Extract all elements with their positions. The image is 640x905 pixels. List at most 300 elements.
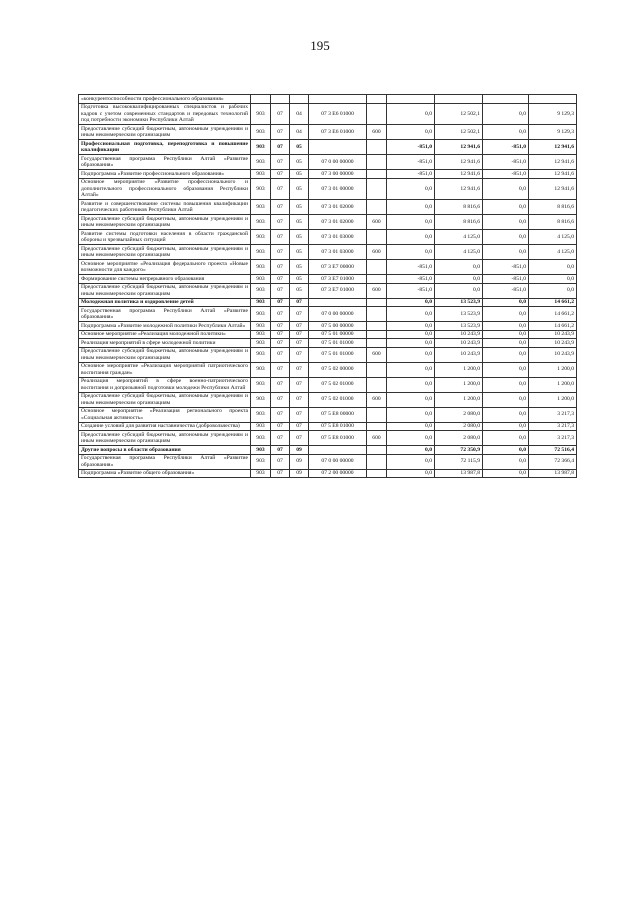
amount-change-1-cell: 0,0 — [387, 377, 435, 392]
section-code-cell: 07 — [271, 362, 290, 377]
amount-1-cell: 4 125,0 — [435, 230, 483, 245]
expense-type-cell — [367, 339, 387, 348]
amount-2-cell: 0,0 — [529, 260, 577, 275]
amount-2-cell: 8 816,6 — [529, 215, 577, 230]
section-code-cell: 07 — [271, 215, 290, 230]
table-row — [79, 377, 577, 392]
amount-change-2-cell: 0,0 — [483, 469, 529, 478]
table-row — [79, 178, 577, 200]
table-row — [79, 298, 577, 307]
row-name-cell: Реализация мероприятий в сфере молодежной политики — [79, 339, 251, 348]
target-article-cell: 07 3 E7 01000 — [309, 283, 367, 298]
amount-2-cell: 9 129,3 — [529, 125, 577, 140]
amount-2-cell: 0,0 — [529, 275, 577, 284]
amount-change-2-cell: -851,0 — [483, 140, 529, 155]
row-name-cell: Предоставление субсидий бюджетным, автономным учреждениям и иным некоммерческим организациям — [79, 245, 251, 260]
ministry-code-cell: 903 — [251, 178, 271, 200]
amount-change-1-cell: -851,0 — [387, 140, 435, 155]
amount-change-1-cell: -851,0 — [387, 260, 435, 275]
row-name-cell: Подпрограмма «Развитие общего образования» — [79, 469, 251, 478]
page-number: 195 — [310, 38, 330, 53]
section-code-cell: 07 — [271, 330, 290, 339]
subsection-code-cell: 07 — [290, 298, 309, 307]
target-article-cell: 07 3 E7 01000 — [309, 275, 367, 284]
table-row — [79, 245, 577, 260]
amount-change-2-cell: 0,0 — [483, 215, 529, 230]
amount-change-2-cell: 0,0 — [483, 298, 529, 307]
amount-change-2-cell: 0,0 — [483, 362, 529, 377]
ministry-code-cell: 903 — [251, 245, 271, 260]
amount-1-cell: 72 115,9 — [435, 454, 483, 469]
amount-1-cell: 12 502,1 — [435, 125, 483, 140]
amount-change-2-cell: -851,0 — [483, 155, 529, 170]
amount-change-2-cell: -851,0 — [483, 170, 529, 179]
ministry-code-cell: 903 — [251, 446, 271, 455]
subsection-code-cell: 09 — [290, 469, 309, 478]
row-name-cell: Молодежная политика и оздоровление детей — [79, 298, 251, 307]
subsection-code-cell: 05 — [290, 200, 309, 215]
expense-type-cell — [367, 446, 387, 455]
amount-2-cell: 72 516,4 — [529, 446, 577, 455]
amount-change-1-cell: 0,0 — [387, 215, 435, 230]
row-name-cell: Основное мероприятие «Реализация федерального проекта «Новые возможности для каждого» — [79, 260, 251, 275]
table-row — [79, 215, 577, 230]
amount-1-cell: 72 350,9 — [435, 446, 483, 455]
amount-change-1-cell: 0,0 — [387, 245, 435, 260]
amount-2-cell: 8 816,6 — [529, 200, 577, 215]
amount-1-cell: 13 523,9 — [435, 298, 483, 307]
subsection-code-cell: 07 — [290, 377, 309, 392]
section-code-cell: 07 — [271, 347, 290, 362]
target-article-cell: 07 3 01 03000 — [309, 245, 367, 260]
amount-change-1-cell: 0,0 — [387, 103, 435, 125]
expense-type-cell — [367, 103, 387, 125]
ministry-code-cell: 903 — [251, 431, 271, 446]
subsection-code-cell: 07 — [290, 431, 309, 446]
budget-table — [78, 94, 577, 478]
amount-change-2-cell: -851,0 — [483, 275, 529, 284]
expense-type-cell — [367, 422, 387, 431]
expense-type-cell — [367, 170, 387, 179]
amount-change-2-cell: 0,0 — [483, 103, 529, 125]
amount-1-cell: 2 080,0 — [435, 422, 483, 431]
ministry-code-cell: 903 — [251, 140, 271, 155]
section-code-cell: 07 — [271, 170, 290, 179]
row-name-cell: Формирование системы непрерывного образования — [79, 275, 251, 284]
ministry-code-cell: 903 — [251, 230, 271, 245]
expense-type-cell — [367, 200, 387, 215]
amount-change-1-cell: 0,0 — [387, 178, 435, 200]
amount-1-cell: 4 125,0 — [435, 245, 483, 260]
row-name-cell: Создание условий для развития наставничества (добровольчества) — [79, 422, 251, 431]
table-row — [79, 200, 577, 215]
amount-change-1-cell: 0,0 — [387, 322, 435, 331]
amount-change-2-cell: 0,0 — [483, 245, 529, 260]
target-article-cell: 07 5 01 01000 — [309, 347, 367, 362]
target-article-cell: 07 5 01 00000 — [309, 330, 367, 339]
ministry-code-cell: 903 — [251, 155, 271, 170]
row-name-cell: Основное мероприятие «Реализация регионального проекта «Социальная активность» — [79, 407, 251, 422]
subsection-code-cell: 07 — [290, 330, 309, 339]
amount-change-1-cell: 0,0 — [387, 298, 435, 307]
target-article-cell: 07 3 E6 01000 — [309, 103, 367, 125]
section-code-cell: 07 — [271, 377, 290, 392]
amount-change-1-cell: 0,0 — [387, 431, 435, 446]
expense-type-cell — [367, 377, 387, 392]
section-code-cell: 07 — [271, 140, 290, 155]
amount-1-cell: 10 243,9 — [435, 330, 483, 339]
expense-type-cell — [367, 454, 387, 469]
ministry-code-cell: 903 — [251, 283, 271, 298]
amount-change-1-cell: 0,0 — [387, 307, 435, 322]
subsection-code-cell: 07 — [290, 407, 309, 422]
table-row — [79, 260, 577, 275]
amount-2-cell: 3 217,3 — [529, 422, 577, 431]
table-row — [79, 275, 577, 284]
subsection-code-cell — [290, 95, 309, 104]
table-row — [79, 155, 577, 170]
ministry-code-cell: 903 — [251, 330, 271, 339]
row-name-cell: Предоставление субсидий бюджетным, автономным учреждениям и иным некоммерческим организациям — [79, 347, 251, 362]
table-row — [79, 339, 577, 348]
amount-2-cell: 4 125,0 — [529, 245, 577, 260]
subsection-code-cell: 05 — [290, 215, 309, 230]
ministry-code-cell: 903 — [251, 469, 271, 478]
table-row — [79, 230, 577, 245]
target-article-cell: 07 5 E8 01000 — [309, 422, 367, 431]
amount-change-2-cell: 0,0 — [483, 347, 529, 362]
table-row — [79, 330, 577, 339]
amount-change-1-cell: 0,0 — [387, 362, 435, 377]
expense-type-cell: 600 — [367, 347, 387, 362]
expense-type-cell — [367, 155, 387, 170]
ministry-code-cell: 903 — [251, 377, 271, 392]
section-code-cell: 07 — [271, 230, 290, 245]
amount-1-cell: 13 523,9 — [435, 307, 483, 322]
amount-change-2-cell: 0,0 — [483, 339, 529, 348]
expense-type-cell — [367, 362, 387, 377]
section-code-cell: 07 — [271, 178, 290, 200]
amount-1-cell: 1 200,0 — [435, 392, 483, 407]
row-name-cell: Развитие и совершенствование системы повышения квалификации педагогических работников Республики Алтай — [79, 200, 251, 215]
target-article-cell: 07 3 01 00000 — [309, 178, 367, 200]
subsection-code-cell: 05 — [290, 260, 309, 275]
amount-change-1-cell: 0,0 — [387, 469, 435, 478]
amount-2-cell: 0,0 — [529, 283, 577, 298]
amount-change-1-cell: 0,0 — [387, 454, 435, 469]
target-article-cell: 07 3 00 00000 — [309, 170, 367, 179]
amount-2-cell: 12 941,6 — [529, 155, 577, 170]
amount-change-2-cell: 0,0 — [483, 322, 529, 331]
ministry-code-cell: 903 — [251, 347, 271, 362]
amount-1-cell: 2 080,0 — [435, 431, 483, 446]
ministry-code-cell: 903 — [251, 275, 271, 284]
expense-type-cell — [367, 307, 387, 322]
section-code-cell: 07 — [271, 125, 290, 140]
amount-2-cell: 4 125,0 — [529, 230, 577, 245]
row-name-cell: Государственная программа Республики Алтай «Развитие образования» — [79, 155, 251, 170]
amount-change-2-cell: 0,0 — [483, 330, 529, 339]
row-name-cell: Реализация мероприятий в сфере военно-патриотического воспитания и допризывной подготовки молодежи Республики Алтай — [79, 377, 251, 392]
expense-type-cell: 600 — [367, 125, 387, 140]
row-name-cell: Предоставление субсидий бюджетным, автономным учреждениям и иным некоммерческим организациям — [79, 392, 251, 407]
amount-2-cell: 1 200,0 — [529, 392, 577, 407]
section-code-cell: 07 — [271, 275, 290, 284]
expense-type-cell — [367, 230, 387, 245]
expense-type-cell: 600 — [367, 283, 387, 298]
amount-2-cell: 14 661,2 — [529, 322, 577, 331]
amount-change-1-cell: 0,0 — [387, 125, 435, 140]
ministry-code-cell: 903 — [251, 125, 271, 140]
ministry-code-cell: 903 — [251, 454, 271, 469]
subsection-code-cell: 05 — [290, 245, 309, 260]
table-row — [79, 347, 577, 362]
expense-type-cell: 600 — [367, 215, 387, 230]
section-code-cell: 07 — [271, 298, 290, 307]
subsection-code-cell: 04 — [290, 125, 309, 140]
subsection-code-cell: 07 — [290, 322, 309, 331]
table-row — [79, 362, 577, 377]
amount-change-2-cell: 0,0 — [483, 377, 529, 392]
amount-change-2-cell: 0,0 — [483, 392, 529, 407]
subsection-code-cell: 05 — [290, 275, 309, 284]
amount-change-2-cell: 0,0 — [483, 407, 529, 422]
expense-type-cell — [367, 322, 387, 331]
row-name-cell: Основное мероприятие «Развитие профессионального и дополнительного профессионального образования Республики Алтай» — [79, 178, 251, 200]
section-code-cell: 07 — [271, 431, 290, 446]
amount-change-2-cell: 0,0 — [483, 178, 529, 200]
amount-2-cell: 10 243,9 — [529, 339, 577, 348]
section-code-cell: 07 — [271, 245, 290, 260]
expense-type-cell — [367, 330, 387, 339]
budget-table-body — [79, 95, 577, 478]
amount-1-cell: 1 200,0 — [435, 362, 483, 377]
target-article-cell: 07 5 00 00000 — [309, 322, 367, 331]
table-row — [79, 469, 577, 478]
subsection-code-cell: 07 — [290, 347, 309, 362]
amount-change-1-cell — [387, 95, 435, 104]
ministry-code-cell: 903 — [251, 339, 271, 348]
target-article-cell: 07 5 01 01000 — [309, 339, 367, 348]
ministry-code-cell: 903 — [251, 260, 271, 275]
amount-1-cell: 0,0 — [435, 260, 483, 275]
table-row — [79, 322, 577, 331]
amount-1-cell: 13 987,8 — [435, 469, 483, 478]
amount-2-cell: 3 217,3 — [529, 407, 577, 422]
amount-2-cell: 10 243,9 — [529, 347, 577, 362]
amount-change-1-cell: 0,0 — [387, 446, 435, 455]
amount-2-cell: 10 243,9 — [529, 330, 577, 339]
row-name-cell: Государственная программа Республики Алтай «Развитие образования» — [79, 454, 251, 469]
amount-change-1-cell: -851,0 — [387, 170, 435, 179]
amount-1-cell: 8 816,6 — [435, 200, 483, 215]
row-name-cell: Государственная программа Республики Алтай «Развитие образования» — [79, 307, 251, 322]
amount-2-cell: 12 941,6 — [529, 170, 577, 179]
amount-change-2-cell: 0,0 — [483, 307, 529, 322]
ministry-code-cell: 903 — [251, 362, 271, 377]
row-name-cell: Другие вопросы в области образования — [79, 446, 251, 455]
section-code-cell: 07 — [271, 392, 290, 407]
target-article-cell: 07 5 02 01000 — [309, 377, 367, 392]
amount-2-cell: 13 987,8 — [529, 469, 577, 478]
row-name-cell: Развитие системы подготовки населения в области гражданской обороны и чрезвычайных ситуаций — [79, 230, 251, 245]
amount-1-cell: 12 941,6 — [435, 170, 483, 179]
subsection-code-cell: 07 — [290, 362, 309, 377]
amount-2-cell: 12 941,6 — [529, 140, 577, 155]
amount-change-2-cell: 0,0 — [483, 454, 529, 469]
amount-change-2-cell: 0,0 — [483, 431, 529, 446]
target-article-cell: 07 2 00 00000 — [309, 469, 367, 478]
target-article-cell — [309, 298, 367, 307]
target-article-cell — [309, 446, 367, 455]
section-code-cell: 07 — [271, 322, 290, 331]
ministry-code-cell: 903 — [251, 215, 271, 230]
subsection-code-cell: 05 — [290, 140, 309, 155]
amount-1-cell: 10 243,9 — [435, 347, 483, 362]
amount-1-cell: 0,0 — [435, 275, 483, 284]
expense-type-cell: 600 — [367, 392, 387, 407]
table-row — [79, 170, 577, 179]
amount-2-cell — [529, 95, 577, 104]
amount-1-cell: 12 941,6 — [435, 178, 483, 200]
target-article-cell — [309, 95, 367, 104]
subsection-code-cell: 04 — [290, 103, 309, 125]
section-code-cell: 07 — [271, 407, 290, 422]
amount-1-cell: 1 200,0 — [435, 377, 483, 392]
amount-2-cell: 14 661,2 — [529, 298, 577, 307]
target-article-cell: 07 3 01 03000 — [309, 230, 367, 245]
subsection-code-cell: 07 — [290, 422, 309, 431]
target-article-cell: 07 3 01 02000 — [309, 200, 367, 215]
target-article-cell: 07 5 E8 01000 — [309, 431, 367, 446]
section-code-cell: 07 — [271, 155, 290, 170]
amount-change-1-cell: 0,0 — [387, 339, 435, 348]
amount-1-cell: 12 502,1 — [435, 103, 483, 125]
row-name-cell: Предоставление субсидий бюджетным, автономным учреждениям и иным некоммерческим организациям — [79, 283, 251, 298]
subsection-code-cell: 05 — [290, 170, 309, 179]
table-row — [79, 431, 577, 446]
ministry-code-cell: 903 — [251, 103, 271, 125]
ministry-code-cell: 903 — [251, 170, 271, 179]
section-code-cell: 07 — [271, 469, 290, 478]
amount-2-cell: 1 200,0 — [529, 377, 577, 392]
amount-change-1-cell: 0,0 — [387, 392, 435, 407]
amount-change-2-cell: 0,0 — [483, 200, 529, 215]
section-code-cell: 07 — [271, 307, 290, 322]
target-article-cell: 07 5 E8 00000 — [309, 407, 367, 422]
expense-type-cell — [367, 95, 387, 104]
subsection-code-cell: 05 — [290, 155, 309, 170]
subsection-code-cell: 07 — [290, 307, 309, 322]
table-row — [79, 446, 577, 455]
row-name-cell: Предоставление субсидий бюджетным, автономным учреждениям и иным некоммерческим организациям — [79, 125, 251, 140]
table-row — [79, 95, 577, 104]
expense-type-cell — [367, 260, 387, 275]
row-name-cell: Предоставление субсидий бюджетным, автономным учреждениям и иным некоммерческим организациям — [79, 215, 251, 230]
subsection-code-cell: 05 — [290, 178, 309, 200]
table-row — [79, 407, 577, 422]
row-name-cell: Основное мероприятие «Реализация молодежной политики» — [79, 330, 251, 339]
amount-change-1-cell: 0,0 — [387, 347, 435, 362]
section-code-cell: 07 — [271, 103, 290, 125]
target-article-cell: 07 5 02 01000 — [309, 392, 367, 407]
table-row — [79, 125, 577, 140]
section-code-cell: 07 — [271, 260, 290, 275]
table-row — [79, 283, 577, 298]
amount-change-1-cell: 0,0 — [387, 230, 435, 245]
row-name-cell: Основное мероприятие «Реализация мероприятий патриотического воспитания граждан» — [79, 362, 251, 377]
subsection-code-cell: 09 — [290, 446, 309, 455]
amount-2-cell: 12 941,6 — [529, 178, 577, 200]
amount-change-2-cell: -851,0 — [483, 283, 529, 298]
amount-1-cell: 8 816,6 — [435, 215, 483, 230]
table-row — [79, 307, 577, 322]
subsection-code-cell: 05 — [290, 283, 309, 298]
expense-type-cell — [367, 178, 387, 200]
ministry-code-cell: 903 — [251, 322, 271, 331]
amount-1-cell — [435, 95, 483, 104]
amount-change-1-cell: -851,0 — [387, 275, 435, 284]
amount-change-1-cell: -851,0 — [387, 283, 435, 298]
target-article-cell: 07 3 01 02000 — [309, 215, 367, 230]
section-code-cell: 07 — [271, 339, 290, 348]
table-row — [79, 392, 577, 407]
amount-change-2-cell: 0,0 — [483, 446, 529, 455]
amount-change-1-cell: 0,0 — [387, 330, 435, 339]
ministry-code-cell: 903 — [251, 422, 271, 431]
amount-1-cell: 10 243,9 — [435, 339, 483, 348]
target-article-cell: 07 5 02 00000 — [309, 362, 367, 377]
row-name-cell: Подпрограмма «Развитие профессионального образования» — [79, 170, 251, 179]
amount-change-2-cell: 0,0 — [483, 125, 529, 140]
section-code-cell: 07 — [271, 422, 290, 431]
expense-type-cell: 600 — [367, 245, 387, 260]
expense-type-cell — [367, 275, 387, 284]
target-article-cell: 07 0 00 00000 — [309, 307, 367, 322]
amount-2-cell: 3 217,3 — [529, 431, 577, 446]
expense-type-cell — [367, 140, 387, 155]
row-name-cell: Предоставление субсидий бюджетным, автономным учреждениям и иным некоммерческим организациям — [79, 431, 251, 446]
amount-2-cell: 14 661,2 — [529, 307, 577, 322]
row-name-cell: Профессиональная подготовка, переподготовка и повышение квалификации — [79, 140, 251, 155]
subsection-code-cell: 05 — [290, 230, 309, 245]
target-article-cell: 07 0 00 00000 — [309, 454, 367, 469]
amount-2-cell: 72 366,4 — [529, 454, 577, 469]
row-name-cell: Подготовка высококвалифицированных специалистов и рабочих кадров с учетом современных стандартов и передовых технологий под потребности экономики Республики Алтай — [79, 103, 251, 125]
amount-change-1-cell: 0,0 — [387, 200, 435, 215]
table-row — [79, 454, 577, 469]
section-code-cell: 07 — [271, 200, 290, 215]
amount-1-cell: 12 941,6 — [435, 155, 483, 170]
amount-change-2-cell: 0,0 — [483, 230, 529, 245]
section-code-cell: 07 — [271, 446, 290, 455]
target-article-cell: 07 3 E7 00000 — [309, 260, 367, 275]
expense-type-cell — [367, 407, 387, 422]
amount-change-1-cell: -851,0 — [387, 155, 435, 170]
section-code-cell — [271, 95, 290, 104]
amount-change-2-cell: -851,0 — [483, 260, 529, 275]
amount-1-cell: 13 523,9 — [435, 322, 483, 331]
ministry-code-cell: 903 — [251, 392, 271, 407]
amount-1-cell: 0,0 — [435, 283, 483, 298]
ministry-code-cell: 903 — [251, 407, 271, 422]
ministry-code-cell — [251, 95, 271, 104]
expense-type-cell: 600 — [367, 431, 387, 446]
target-article-cell: 07 0 00 00000 — [309, 155, 367, 170]
row-name-cell: «конкурентоспособности профессионального образования» — [79, 95, 251, 104]
subsection-code-cell: 07 — [290, 392, 309, 407]
amount-change-2-cell — [483, 95, 529, 104]
